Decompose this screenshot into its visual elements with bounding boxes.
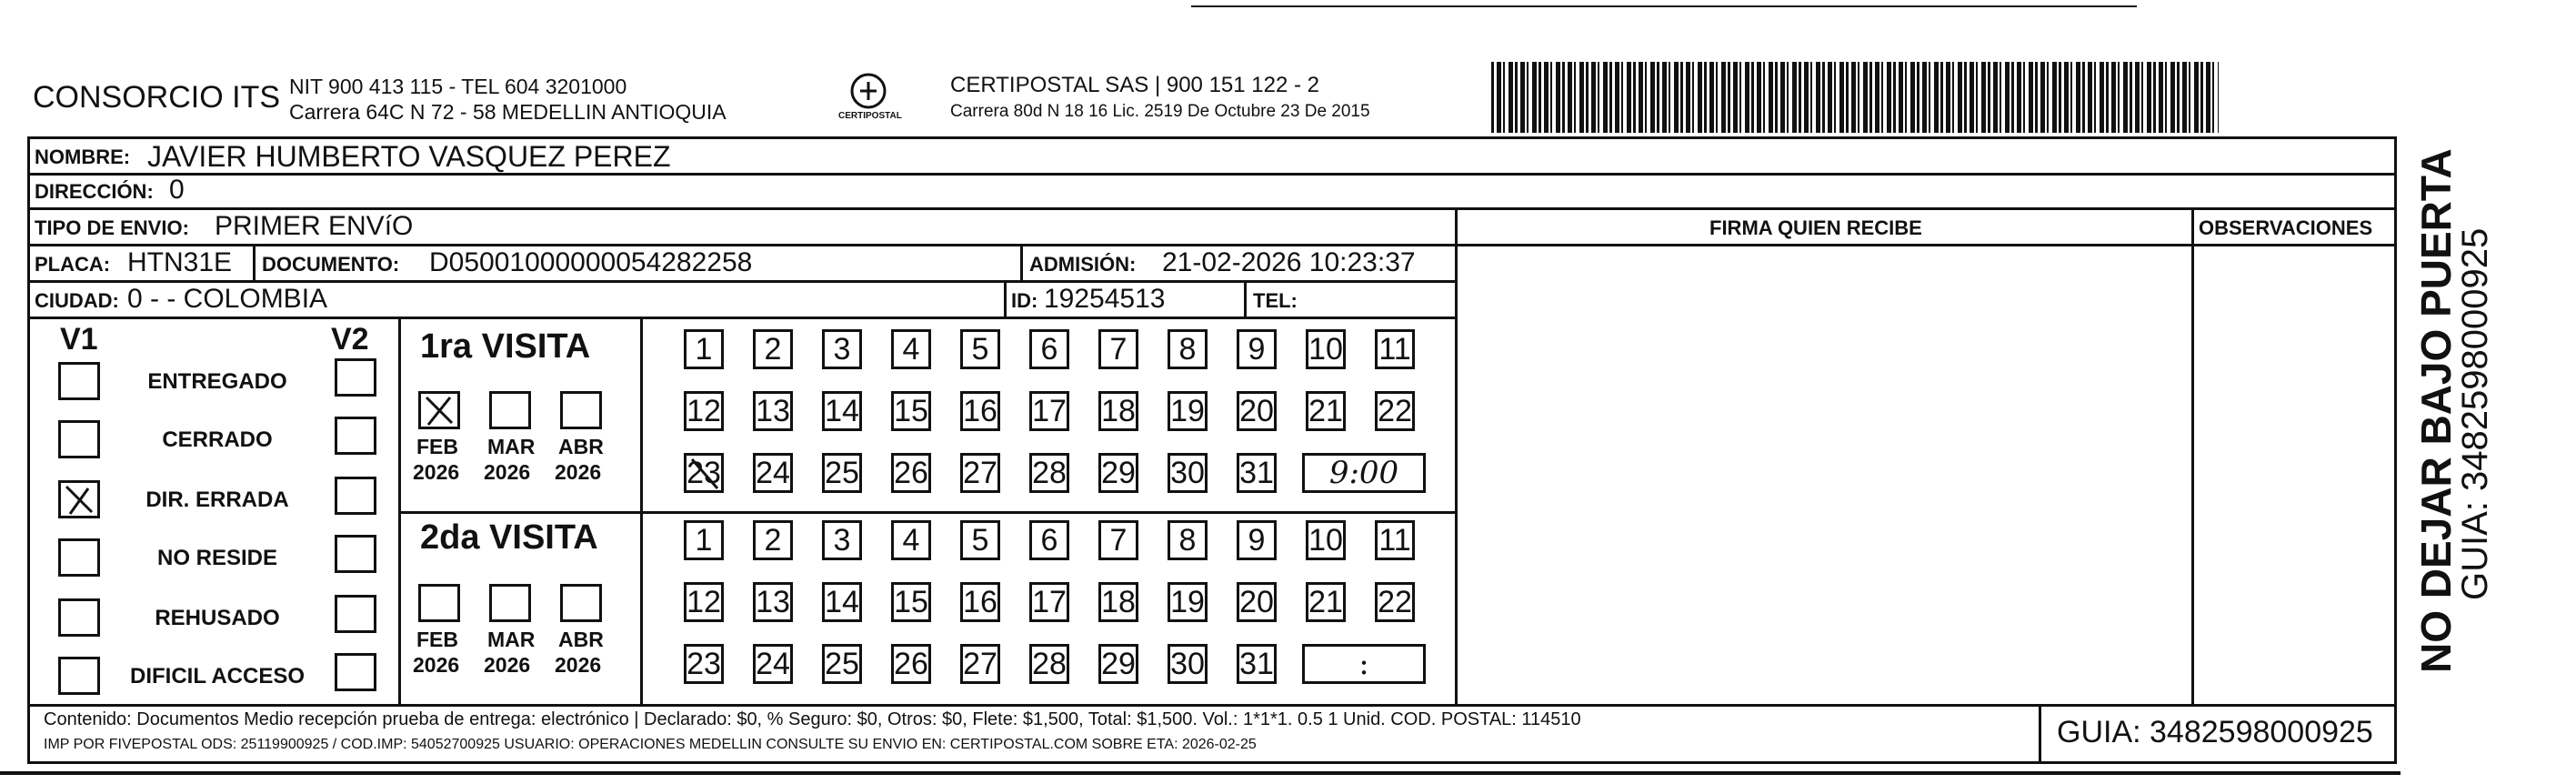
col-id-left [1004,282,1007,318]
second-day-box[interactable]: 7 [1098,520,1138,560]
col-tel-left [1244,282,1247,318]
second-day-box[interactable]: 3 [822,520,862,560]
col-guia-left [2039,706,2041,764]
v2-label: V2 [331,322,369,357]
nombre-value: JAVIER HUMBERTO VASQUEZ PEREZ [147,140,671,173]
second-year-label: 2026 [484,653,531,677]
first-day-box[interactable] [684,453,724,493]
second-day-box[interactable]: 25 [822,644,862,684]
second-day-box[interactable]: 14 [822,582,862,622]
first-day-box[interactable]: 2 [753,329,793,369]
first-visit-title: 1ra VISITA [420,327,591,366]
second-day-box[interactable]: 11 [1375,520,1415,560]
row-line-5 [27,317,1457,319]
placa-label: PLACA: [35,253,111,276]
first-day-box[interactable]: 11 [1375,329,1415,369]
first-day-box[interactable]: 26 [891,453,931,493]
second-day-box[interactable]: 10 [1306,520,1346,560]
first-day-box[interactable]: 1 [684,329,724,369]
nombre-label: NOMBRE: [35,146,131,168]
second-time-box[interactable]: : [1302,644,1426,684]
carrier-address: Carrera 80d N 18 16 Lic. 2519 De Octubre 23 De 2015 [950,102,1370,121]
check-mark-icon [421,394,457,427]
second-day-box[interactable]: 21 [1306,582,1346,622]
second-day-box[interactable]: 4 [891,520,931,560]
first-day-box[interactable]: 6 [1029,329,1069,369]
second-day-box[interactable]: 24 [753,644,793,684]
second-day-box[interactable]: 26 [891,644,931,684]
second-year-label: 2026 [555,653,602,677]
v1-checkbox[interactable] [58,420,100,458]
v1-checkbox[interactable] [58,598,100,637]
firma-header: FIRMA QUIEN RECIBE [1709,216,1922,239]
first-day-box[interactable]: 4 [891,329,931,369]
second-day-box[interactable]: 28 [1029,644,1069,684]
first-day-box[interactable]: 21 [1306,391,1346,431]
first-month-checkbox[interactable] [418,391,460,429]
first-day-box[interactable]: 30 [1168,453,1208,493]
ciudad-value: 0 - - COLOMBIA [127,284,328,314]
second-day-box[interactable]: 20 [1237,582,1277,622]
side-guia: GUIA: 3482598000925 [2455,227,2495,600]
first-day-box[interactable]: 8 [1168,329,1208,369]
placa-value: HTN31E [127,247,233,277]
v1-checkbox[interactable] [58,538,100,577]
first-day-box[interactable]: 29 [1098,453,1138,493]
second-day-box[interactable]: 8 [1168,520,1208,560]
col-doc-left [253,246,256,282]
company-nit: NIT 900 413 115 - TEL 604 3201000 [289,75,627,98]
col-firma-left [1455,207,1458,706]
col-obs-left [2191,207,2194,706]
footer-imp: IMP POR FIVEPOSTAL ODS: 25119900925 / COD.IMP: 54052700925 USUARIO: OPERACIONES MEDELLIN CONSULTE SU ENVIO EN: CERTIPOSTAL.COM SOBRE ETA: 2026-02-25 [44,737,1257,752]
second-day-box[interactable]: 12 [684,582,724,622]
first-month-label: MAR [487,435,536,458]
visit-divider [400,511,1457,514]
first-day-box[interactable]: 31 [1237,453,1277,493]
company-address: Carrera 64C N 72 - 58 MEDELLIN ANTIOQUIA [289,100,727,124]
v1-label: V1 [60,322,98,357]
second-day-box[interactable]: 16 [960,582,1000,622]
first-day-box[interactable]: 15 [891,391,931,431]
first-day-box[interactable]: 27 [960,453,1000,493]
first-day-box[interactable]: 28 [1029,453,1069,493]
first-day-box[interactable]: 7 [1098,329,1138,369]
second-day-box[interactable]: 22 [1375,582,1415,622]
second-month-checkbox[interactable] [489,584,531,622]
direccion-label: DIRECCIÓN: [35,180,154,203]
direccion-value: 0 [169,175,185,205]
carrier-name: CERTIPOSTAL SAS | 900 151 122 - 2 [950,73,1319,97]
v2-checkbox[interactable] [335,595,376,633]
second-day-box[interactable]: 6 [1029,520,1069,560]
second-month-label: MAR [487,628,536,651]
first-month-checkbox[interactable] [489,391,531,429]
second-day-box[interactable]: 19 [1168,582,1208,622]
admision-label: ADMISIÓN: [1029,253,1137,276]
bottom-line [0,771,2401,775]
first-day-box[interactable]: 19 [1168,391,1208,431]
second-month-label: FEB [416,628,458,651]
documento-value: D05001000000054282258 [429,247,753,277]
v2-checkbox[interactable] [335,417,376,455]
second-day-box[interactable]: 15 [891,582,931,622]
first-day-box[interactable]: 12 [684,391,724,431]
row-line-3 [27,244,2397,246]
v2-checkbox[interactable] [335,358,376,397]
first-year-label: 2026 [555,460,602,484]
first-day-box[interactable]: 3 [822,329,862,369]
second-day-box[interactable]: 17 [1029,582,1069,622]
second-day-box[interactable]: 13 [753,582,793,622]
v1-checkbox[interactable] [58,480,100,518]
first-day-box[interactable]: 5 [960,329,1000,369]
v2-checkbox[interactable] [335,477,376,515]
ciudad-label: CIUDAD: [35,289,119,312]
row-line-2 [27,207,2397,210]
status-option-label: ENTREGADO [147,369,287,394]
tipo-value: PRIMER ENVíO [215,211,414,241]
v2-checkbox[interactable] [335,653,376,691]
footer-guia: GUIA: 3482598000925 [2057,715,2373,749]
second-day-box[interactable]: 2 [753,520,793,560]
col-adm-left [1020,246,1023,282]
status-option-label: DIFICIL ACCESO [129,664,305,689]
day-number: 23 [687,455,721,490]
second-day-box[interactable]: 9 [1237,520,1277,560]
first-month-label: FEB [416,435,458,458]
second-day-box[interactable]: 1 [684,520,724,560]
second-day-box[interactable]: 5 [960,520,1000,560]
top-line [1191,5,2137,7]
first-day-box[interactable]: 10 [1306,329,1346,369]
first-day-box[interactable]: 13 [753,391,793,431]
check-mark-icon [61,483,97,516]
v2-checkbox[interactable] [335,535,376,573]
barcode [1491,62,2219,133]
second-day-box[interactable]: 27 [960,644,1000,684]
status-option-label: CERRADO [162,427,273,452]
second-day-box[interactable]: 18 [1098,582,1138,622]
documento-label: DOCUMENTO: [262,253,400,276]
first-day-box[interactable]: 14 [822,391,862,431]
first-day-box[interactable]: 24 [753,453,793,493]
second-month-checkbox[interactable] [560,584,602,622]
admision-value: 21-02-2026 10:23:37 [1162,247,1416,277]
carrier-logo [837,71,900,127]
tel-label: TEL: [1253,289,1298,312]
first-day-box[interactable]: 22 [1375,391,1415,431]
status-option-label: NO RESIDE [156,546,278,570]
first-day-box[interactable]: 17 [1029,391,1069,431]
id-value: 19254513 [1044,284,1166,314]
second-month-checkbox[interactable] [418,584,460,622]
first-year-label: 2026 [413,460,460,484]
observaciones-header: OBSERVACIONES [2199,216,2373,239]
company-name: CONSORCIO ITS [33,80,281,115]
second-visit-title: 2da VISITA [420,518,598,557]
logo-text: CERTIPOSTAL [838,111,902,121]
side-warning: NO DEJAR BAJO PUERTA [2412,148,2460,673]
v1-checkbox[interactable] [58,362,100,400]
first-day-box[interactable]: 16 [960,391,1000,431]
row-line-footer [27,704,2397,707]
v1-checkbox[interactable] [58,657,100,695]
row-line-4 [27,280,1457,283]
check-mark-icon [687,456,723,492]
second-year-label: 2026 [413,653,460,677]
second-day-box[interactable]: 29 [1098,644,1138,684]
id-label: ID: [1011,289,1038,312]
first-day-box[interactable]: 25 [822,453,862,493]
first-year-label: 2026 [484,460,531,484]
first-day-box[interactable]: 20 [1237,391,1277,431]
first-month-label: ABR [558,435,604,458]
second-day-box[interactable]: 23 [684,644,724,684]
first-day-box[interactable]: 18 [1098,391,1138,431]
first-day-box[interactable]: 9 [1237,329,1277,369]
status-option-label: DIR. ERRADA [145,487,289,512]
first-time-box[interactable]: 9:00 [1302,453,1426,493]
second-day-box[interactable]: 30 [1168,644,1208,684]
status-option-label: REHUSADO [155,606,280,630]
first-month-checkbox[interactable] [560,391,602,429]
second-month-label: ABR [558,628,604,651]
footer-contenido: Contenido: Documentos Medio recepción prueba de entrega: electrónico | Declarado: $0, % Seguro: $0, Otros: $0, Flete: $1,500, Total: $1,500. Vol.: 1*1*1. 0.5 1 Unid. COD. POSTAL: 114510 [44,709,1581,729]
second-day-box[interactable]: 31 [1237,644,1277,684]
tipo-label: TIPO DE ENVIO: [35,216,189,239]
